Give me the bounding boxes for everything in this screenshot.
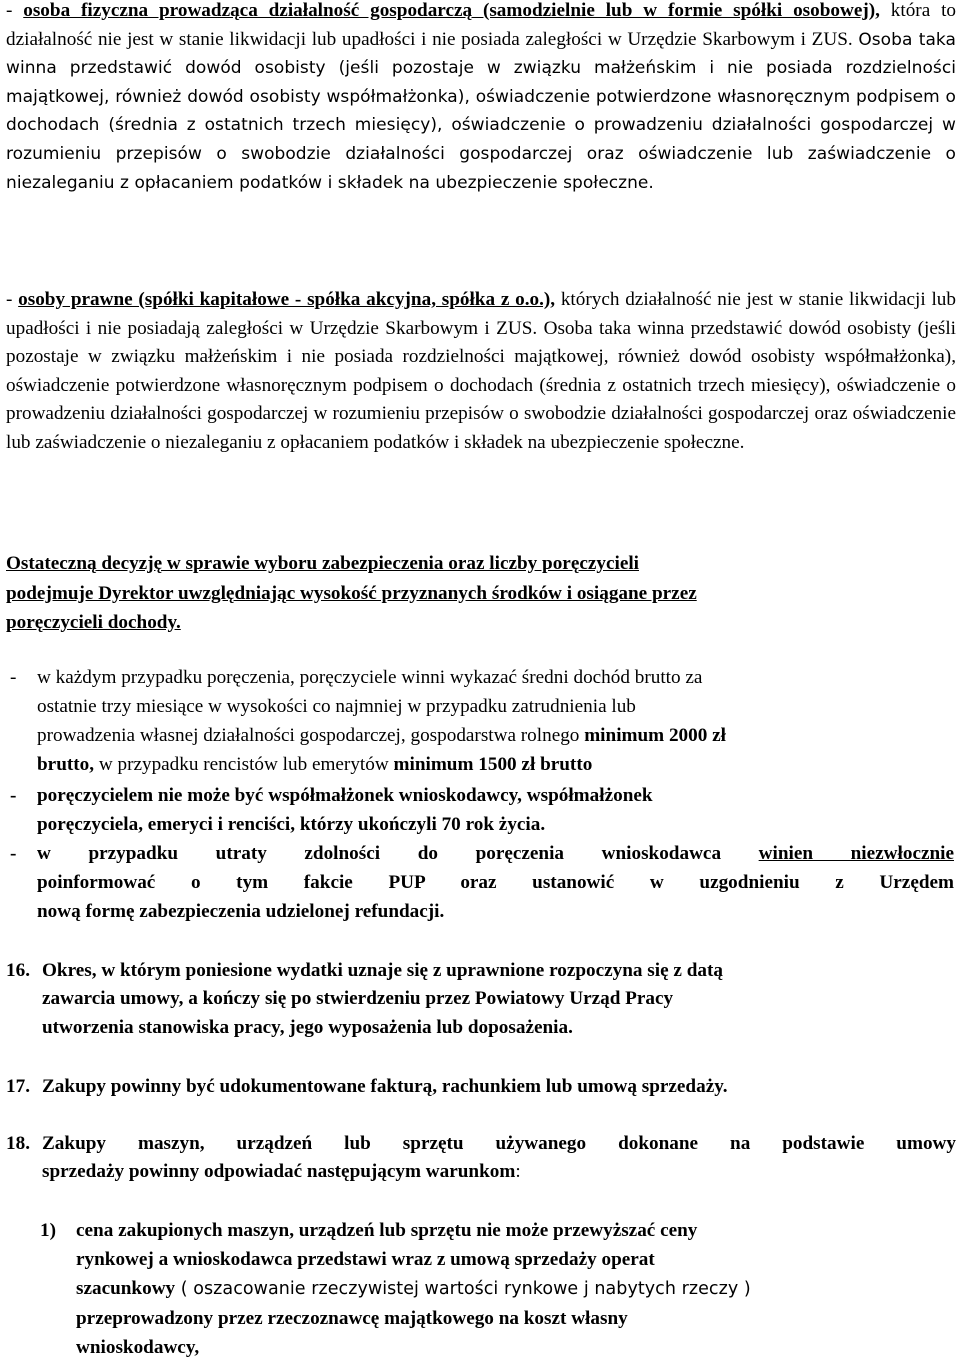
list-dash: - (6, 289, 19, 310)
bullet-2-line-2: poręczyciela, emeryci i renciści, którzy ukończyli 70 rok życia. (37, 814, 546, 835)
section-18-colon: : (515, 1161, 521, 1183)
paragraph-natural-person (6, 0, 956, 197)
section-16 (6, 957, 946, 1042)
bullet-dash: - (10, 843, 17, 864)
decision-line-1: Ostateczną decyzję w sprawie wyboru zabezpieczenia oraz liczby poręczycieli (6, 553, 639, 574)
natural-person-text: która to działalność nie jest w stanie likwidacji lub upadłości i nie posiada zaległości w Urzędzie Skarbowym i ZUS. (6, 0, 956, 50)
bullet-2-line-1: poręczycielem nie może być współmałżonek wnioskodawcy, współmałżonek (37, 785, 653, 806)
section-16-line-1: Okres, w którym poniesione wydatki uznaje się z uprawnione rozpoczyna się z datą (42, 960, 723, 981)
section-18-number: 18. (6, 1133, 30, 1154)
list-dash: - (6, 0, 24, 21)
bullet-3-line-1-text: w przypadku utraty zdolności do poręczenia wnioskodawca (37, 843, 759, 864)
condition-item-1 (40, 1216, 900, 1362)
bullet-3-line-3: nową formę zabezpieczenia udzielonej refundacji. (37, 901, 445, 922)
bullet-1-line-4 (37, 750, 940, 779)
legal-person-text: których działalność nie jest w stanie likwidacji lub upadłości i nie posiadają zaległości w Urzędzie Skarbowym i ZUS. (6, 289, 956, 339)
item-1-line-3-bold: szacunkowy (76, 1278, 176, 1299)
section-18 (6, 1130, 956, 1187)
section-16-line-3: utworzenia stanowiska pracy, jego wyposażenia lub doposażenia. (42, 1016, 573, 1038)
item-1-line-5: wnioskodawcy, (76, 1337, 200, 1358)
bullet-dash: - (10, 667, 17, 688)
item-1-line-3-note: ( oszacowanie rzeczywistej wartości rynkowe j nabytych rzeczy ) (175, 1279, 751, 1299)
bullet-1-line-4-text: w przypadku rencistów lub emerytów (94, 754, 394, 775)
decision-line-3: poręczycieli dochody. (6, 612, 181, 633)
section-16-number: 16. (6, 960, 30, 981)
paragraph-legal-person (6, 286, 956, 458)
decision-line-2: podejmuje Dyrektor uwzględniając wysokość przyznanych środków i osiągane przez (6, 582, 697, 604)
item-1-line-3 (76, 1274, 900, 1304)
bullet-dash: - (10, 785, 17, 806)
section-16-line-2: zawarcia umowy, a kończy się po stwierdzeniu przez Powiatowy Urząd Pracy (42, 988, 674, 1010)
natural-person-heading: osoba fizyczna prowadząca działalność gospodarczą (samodzielnie lub w formie spółki osobowej), (23, 0, 880, 21)
guarantor-income-bullet (10, 663, 940, 779)
bullet-1-line-2: ostatnie trzy miesiące w wysokości co najmniej w przypadku zatrudnienia lub (37, 696, 636, 717)
section-17-line-1: Zakupy powinny być udokumentowane fakturą, rachunkiem lub umową sprzedaży. (42, 1076, 728, 1097)
minimum-2000-amount: minimum 2000 zł (584, 725, 726, 746)
bullet-1-line-3 (37, 721, 940, 750)
section-17-number: 17. (6, 1076, 30, 1097)
section-17 (6, 1073, 956, 1101)
legal-person-heading: osoby prawne (spółki kapitałowe - spółka akcyjna, spółka z o.o.), (18, 289, 556, 310)
bullet-1-line-1: w każdym przypadku poręczenia, poręczyciele winni wykazać średni dochód brutto za (37, 667, 703, 688)
legal-person-requirements: Osoba taka winna przedstawić dowód osobisty (jeśli pozostaje w związku małżeńskim i nie posiada rozdzielności majątkowej, również dowód osobisty współmałżonka), oświadczenie potwierdzone własnoręcznym podpisem o dochodach (średnia z ostatnich trzech miesięcy), oświadczenie o prowadzeniu działalności gospodarczej w rozumieniu przepisów o swobodzie działalności gospodarczej oraz oświadczenie lub zaświadczenie o niezaleganiu z opłacaniem podatków i składek na ubezpieczenie społeczne. (6, 317, 957, 453)
item-1-number: 1) (40, 1220, 56, 1241)
decision-statement (6, 549, 956, 638)
section-18-line-2 (42, 1158, 956, 1186)
item-1-line-4: przeprowadzony przez rzeczoznawcę majątkowego na koszt własny (76, 1308, 628, 1329)
spouse-exclusion-bullet (10, 781, 940, 839)
bullet-3-line-2: poinformować o tym fakcie PUP oraz ustanowić w uzgodnieniu z Urzędem (37, 872, 954, 893)
item-1-line-1: cena zakupionych maszyn, urządzeń lub sprzętu nie może przewyższać ceny (76, 1220, 698, 1241)
loss-of-capacity-bullet (10, 839, 954, 926)
without-delay-phrase: winien niezwłocznie (758, 843, 954, 864)
item-1-line-2: rynkowej a wnioskodawca przedstawi wraz z umową sprzedaży operat (76, 1249, 655, 1270)
bullet-3-line-1 (37, 839, 954, 868)
section-18-line-2-text: sprzedaży powinny odpowiadać następującym warunkom (42, 1161, 516, 1183)
bullet-1-line-3-text: prowadzenia własnej działalności gospodarczej, gospodarstwa rolnego (37, 725, 585, 746)
section-18-line-1: Zakupy maszyn, urządzeń lub sprzętu używanego dokonane na podstawie umowy (42, 1133, 956, 1154)
natural-person-requirements: Osoba taka winna przedstawić dowód osobisty (jeśli pozostaje w związku małżeńskim i nie posiada rozdzielności majątkowej, również dowód osobisty współmałżonka), oświadczenie potwierdzone własnoręcznym podpisem o dochodach (średnia z ostatnich trzech miesięcy), oświadczenie o prowadzeniu działalności gospodarczej w rozumieniu przepisów o swobodzie działalności gospodarczej oraz oświadczenie lub zaświadczenie o niezaleganiu z opłacaniem podatków i składek na ubezpieczenie społeczne. (6, 29, 956, 193)
minimum-1500-amount: minimum 1500 zł brutto (393, 754, 593, 775)
brutto-label: brutto, (37, 754, 95, 775)
